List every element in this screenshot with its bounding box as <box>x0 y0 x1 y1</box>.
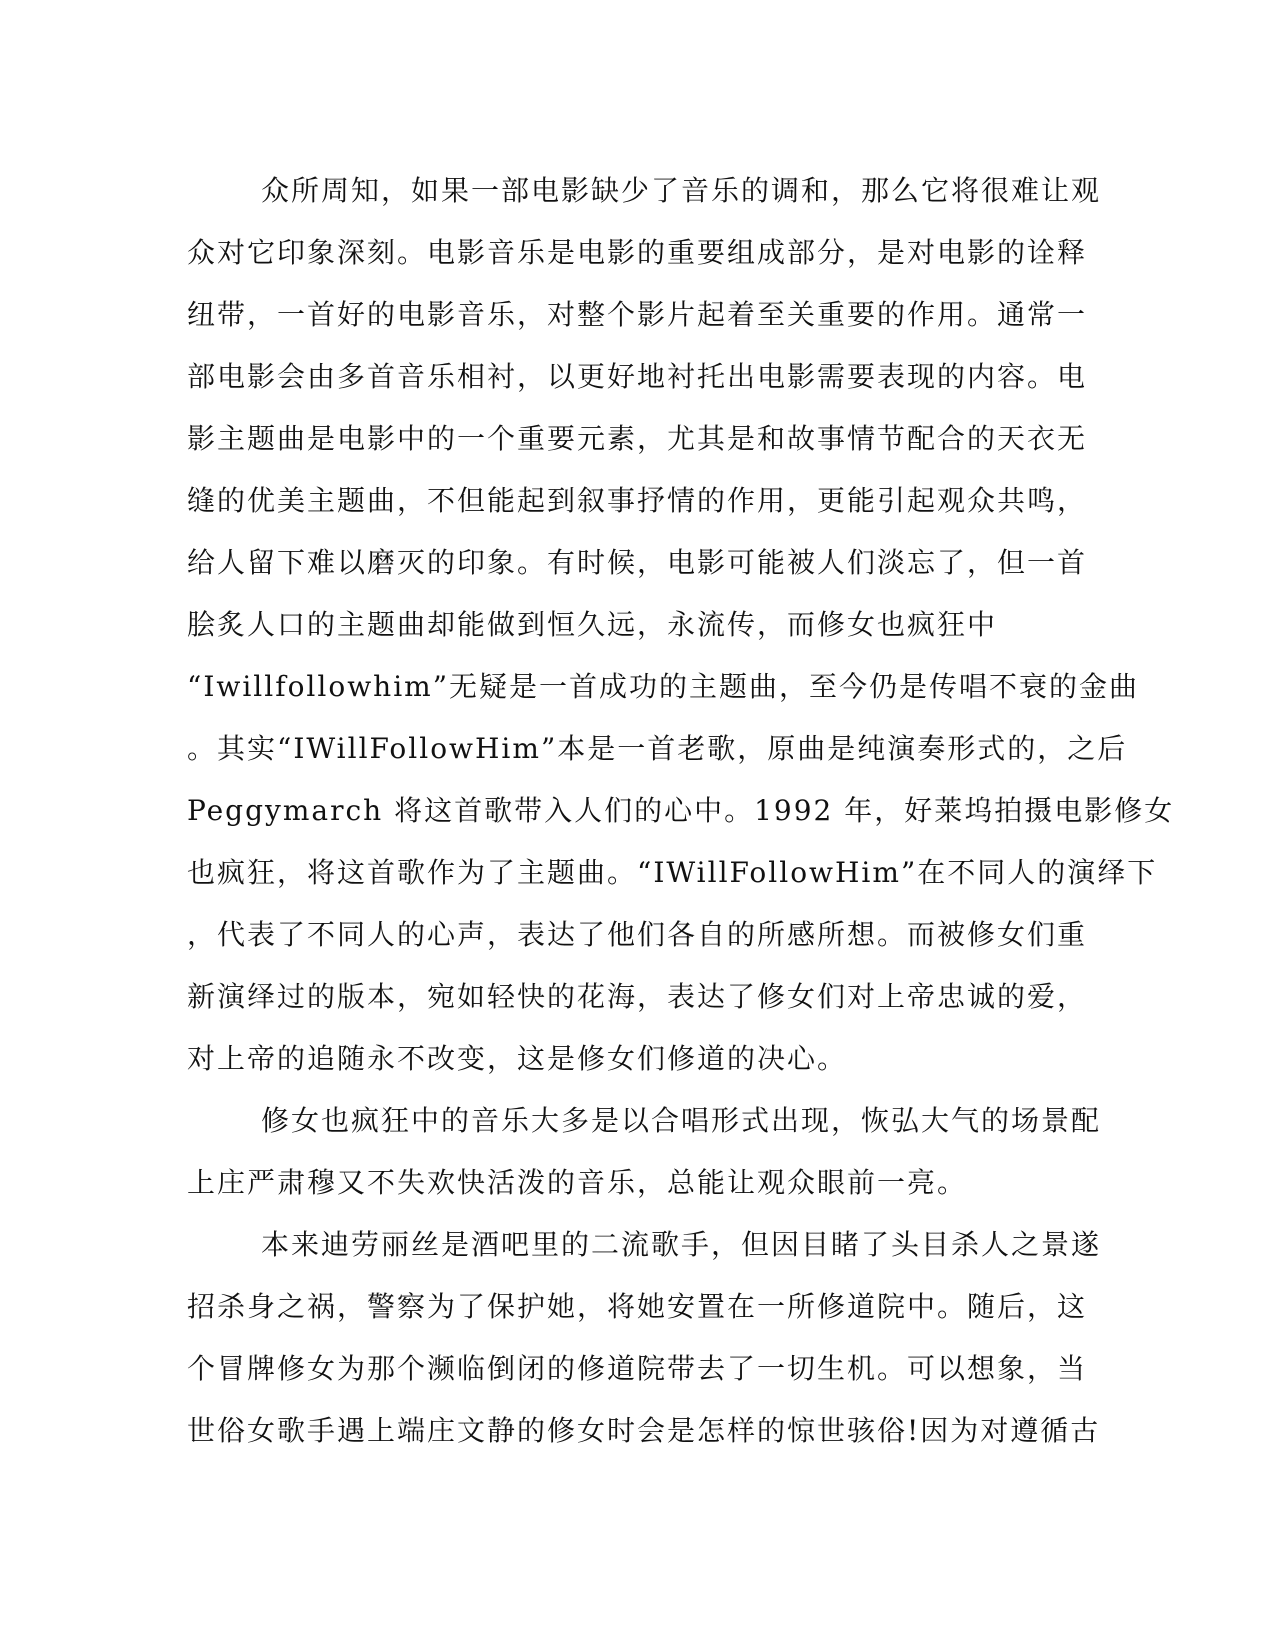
body-text <box>187 160 1175 1462</box>
paragraph-1-line-14: 新演绎过的版本，宛如轻快的花海，表达了修女们对上帝忠诚的爱， <box>187 980 1088 1013</box>
paragraph-3-line-1: 本来迪劳丽丝是酒吧里的二流歌手，但因目睹了头目杀人之景遂 <box>261 1228 1102 1261</box>
paragraph-1-line-5: 影主题曲是电影中的一个重要元素，尤其是和故事情节配合的天衣无 <box>187 422 1088 455</box>
paragraph-1-line-2: 众对它印象深刻。电影音乐是电影的重要组成部分，是对电影的诠释 <box>187 236 1088 269</box>
paragraph-1-line-12: 也疯狂，将这首歌作为了主题曲。“IWillFollowHim”在不同人的演绎下 <box>187 856 1158 889</box>
paragraph-1-line-9: “Iwillfollowhim”无疑是一首成功的主题曲，至今仍是传唱不衰的金曲 <box>187 670 1140 703</box>
paragraph-1-line-15: 对上帝的追随永不改变，这是修女们修道的决心。 <box>187 1042 848 1075</box>
paragraph-1-line-11: Peggymarch 将这首歌带入人们的心中。1992 年，好莱坞拍摄电影修女 <box>187 794 1175 827</box>
paragraph-3-line-4: 世俗女歌手遇上端庄文静的修女时会是怎样的惊世骇俗!因为对遵循古 <box>187 1414 1101 1447</box>
paragraph-1-line-6: 缝的优美主题曲，不但能起到叙事抒情的作用，更能引起观众共鸣， <box>187 484 1088 517</box>
paragraph-1-line-10: 。其实“IWillFollowHim”本是一首老歌，原曲是纯演奏形式的，之后 <box>187 732 1128 765</box>
paragraph-3-line-2: 招杀身之祸，警察为了保护她，将她安置在一所修道院中。随后，这 <box>187 1290 1088 1323</box>
paragraph-2-line-1: 修女也疯狂中的音乐大多是以合唱形式出现，恢弘大气的场景配 <box>261 1104 1102 1137</box>
paragraph-1-line-7: 给人留下难以磨灭的印象。有时候，电影可能被人们淡忘了，但一首 <box>187 546 1088 579</box>
paragraph-1-line-13: ，代表了不同人的心声，表达了他们各自的所感所想。而被修女们重 <box>187 918 1088 951</box>
paragraph-2-line-2: 上庄严肃穆又不失欢快活泼的音乐，总能让观众眼前一亮。 <box>187 1166 968 1199</box>
paragraph-1-line-3: 纽带，一首好的电影音乐，对整个影片起着至关重要的作用。通常一 <box>187 298 1088 331</box>
paragraph-1-line-1: 众所周知，如果一部电影缺少了音乐的调和，那么它将很难让观 <box>261 174 1102 207</box>
paragraph-1-line-4: 部电影会由多首音乐相衬，以更好地衬托出电影需要表现的内容。电 <box>187 360 1088 393</box>
paragraph-3-line-3: 个冒牌修女为那个濒临倒闭的修道院带去了一切生机。可以想象，当 <box>187 1352 1088 1385</box>
paragraph-1-line-8: 脍炙人口的主题曲却能做到恒久远，永流传，而修女也疯狂中 <box>187 608 998 641</box>
